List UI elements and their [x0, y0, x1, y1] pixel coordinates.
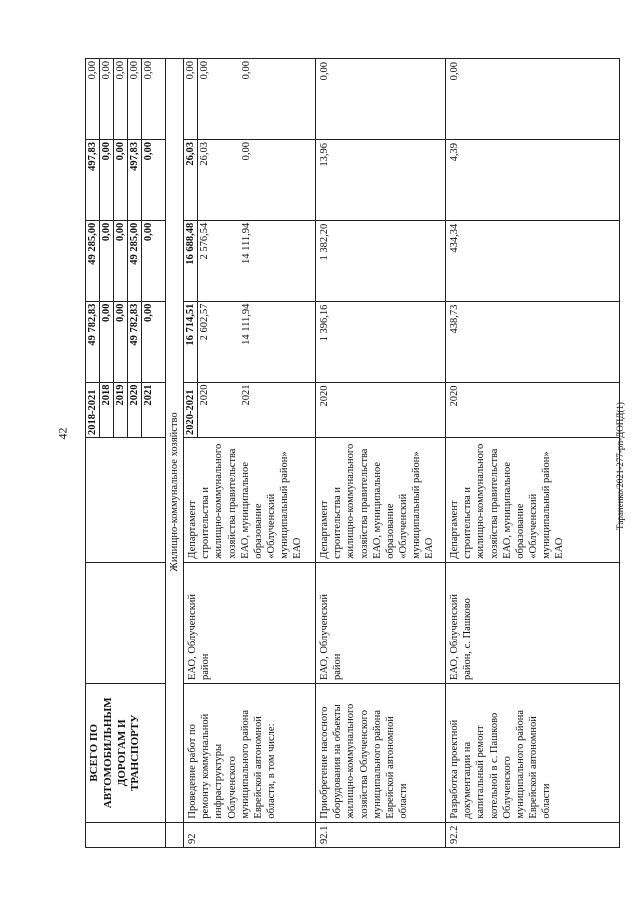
- row-number: 92.2: [446, 822, 620, 847]
- row-name: Проведение работ по ремонту коммунальной инфраструктуры Облученского муниципального района Еврейской автономной области, в том числе:: [184, 683, 316, 822]
- row-value: 0,00: [184, 59, 198, 139]
- row-col-c: [184, 59, 316, 140]
- summary-value: 0,00: [100, 221, 114, 301]
- summary-year: 2020: [128, 383, 142, 437]
- summary-value: 0,00: [143, 222, 154, 242]
- row-executor: Департамент строительства и жилищно-коммунального хозяйства правительства ЕАО, муниципальное образование «Облученский муниципальный район» ЕАО: [316, 437, 446, 562]
- row-value: 1 396,16: [316, 301, 446, 382]
- summary-value: 497,83: [86, 140, 100, 220]
- row-value: 13,96: [316, 139, 446, 220]
- summary-year: 2021: [143, 384, 154, 406]
- summary-value: 0,00: [86, 59, 100, 139]
- row-year: 2020-2021: [184, 383, 198, 437]
- row-value: 0,00: [199, 61, 211, 80]
- row-value: 14 111,94: [241, 303, 253, 345]
- row-value: 26,03: [199, 141, 211, 166]
- row-value: 434,34: [446, 220, 620, 301]
- row-col-a: [184, 220, 316, 301]
- row-value: 1 382,20: [316, 220, 446, 301]
- summary-value: 0,00: [114, 140, 128, 220]
- row-value: 0,00: [241, 61, 253, 80]
- row-place: ЕАО, Облученский район: [184, 562, 316, 683]
- row-total: [184, 301, 316, 382]
- summary-value: 0,00: [100, 140, 114, 220]
- row-place: ЕАО, Облученский район: [316, 562, 446, 683]
- row-value: 16 714,51: [184, 302, 198, 382]
- table-row: [446, 59, 620, 848]
- row-name: Приобретение насосного оборудования на объекты жилищно-коммунального хозяйства Облученского муниципального района Еврейской автономной области: [316, 683, 446, 822]
- section-header-row: [166, 59, 184, 848]
- summary-value: 0,00: [114, 221, 128, 301]
- row-years: [184, 382, 316, 437]
- row-year: 2020: [316, 382, 446, 437]
- summary-year: 2018: [100, 383, 114, 437]
- budget-table-container: [85, 58, 615, 848]
- summary-value: 0,00: [100, 302, 114, 382]
- summary-executor-cell: [86, 437, 166, 562]
- summary-total: [86, 301, 166, 382]
- summary-value: 0,00: [143, 141, 154, 161]
- summary-row: [86, 59, 166, 848]
- document-code: Тараненко/2021-277-рп-ДОПД(1): [615, 402, 625, 530]
- row-year: 2020: [199, 384, 211, 406]
- table-row: [184, 59, 316, 848]
- row-year: 2021: [241, 384, 253, 406]
- row-col-b: [184, 139, 316, 220]
- row-value: 0,00: [241, 141, 253, 161]
- summary-value: 0,00: [114, 59, 128, 139]
- row-value: 14 111,94: [241, 222, 253, 265]
- summary-value: 49 285,00: [86, 221, 100, 301]
- row-value: 0,00: [446, 59, 620, 140]
- budget-table: [85, 58, 620, 848]
- summary-value: 49 782,83: [128, 302, 142, 382]
- row-executor: Департамент строительства и жилищно-коммунального хозяйства правительства ЕАО, муниципальное образование «Облученский муниципальный район» ЕАО: [446, 437, 620, 562]
- row-name: Разработка проектной документации на капитальный ремонт котельной в с. Пашково Облученского муниципального района Еврейской автономной области: [446, 683, 620, 822]
- row-place: ЕАО, Облученский район, с. Пашково: [446, 562, 620, 683]
- page-number: 42: [55, 427, 70, 440]
- row-value: 16 688,48: [184, 221, 198, 301]
- summary-value: 0,00: [143, 61, 154, 80]
- row-value: 2 576,54: [199, 222, 211, 260]
- summary-num-cell: [86, 822, 166, 847]
- summary-value: 49 782,83: [86, 302, 100, 382]
- section-num-cell: [166, 822, 184, 847]
- row-value: 4,39: [446, 139, 620, 220]
- summary-value: 49 285,00: [128, 221, 142, 301]
- row-year: 2020: [446, 382, 620, 437]
- summary-col-a: [86, 220, 166, 301]
- row-value: 438,73: [446, 301, 620, 382]
- row-value: 2 602,57: [199, 303, 211, 341]
- row-number: 92: [184, 822, 316, 847]
- summary-col-b: [86, 139, 166, 220]
- summary-years: [86, 382, 166, 437]
- summary-title: ВСЕГО ПО АВТОМОБИЛЬНЫМ ДОРОГАМ И ТРАНСПОРТУ: [86, 683, 166, 822]
- summary-year: 2018-2021: [86, 383, 100, 437]
- summary-value: 0,00: [114, 302, 128, 382]
- summary-place-cell: [86, 562, 166, 683]
- summary-value: 497,83: [128, 140, 142, 220]
- row-value: 26,03: [184, 140, 198, 220]
- summary-col-c: [86, 59, 166, 140]
- summary-value: 0,00: [143, 303, 154, 323]
- row-executor: Департамент строительства и жилищно-коммунального хозяйства правительства ЕАО, муниципальное образование «Облученский муниципальный район» ЕАО: [184, 437, 316, 562]
- summary-value: 0,00: [100, 59, 114, 139]
- row-value: 0,00: [316, 59, 446, 140]
- table-row: [316, 59, 446, 848]
- summary-value: 0,00: [128, 59, 142, 139]
- summary-year: 2019: [114, 383, 128, 437]
- section-title: Жилищно-коммунальное хозяйство: [166, 59, 184, 823]
- row-number: 92.1: [316, 822, 446, 847]
